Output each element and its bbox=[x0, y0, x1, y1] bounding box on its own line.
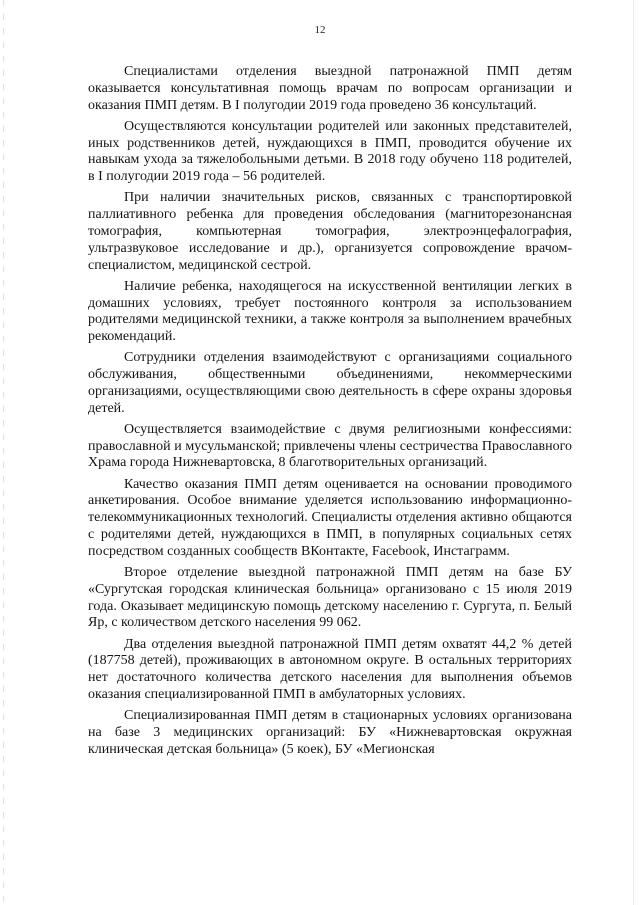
paragraph-transport-escort: При наличии значительных рисков, связанных с транспортировкой паллиативного ребенка для проведения обследования (магниторезонансная томография, компьютерная томография, электроэнцефалография, ультразвуковое исследование и др.), организуется сопровождение врачом-специалистом, медицинской сестрой. bbox=[88, 190, 572, 273]
paragraph-quality-assessment: Качество оказания ПМП детям оценивается на основании проводимого анкетирования. Особое внимание уделяется использованию информационно-телекоммуникационных технологий. Специалисты отделения активно общаются с родителями детей, нуждающихся в ПМП, в популярных социальных сетях посредством созданных сообществ ВКонтакте, Facebook, Инстаграмм. bbox=[88, 476, 572, 559]
paragraph-coverage: Два отделения выездной патронажной ПМП детям охватят 44,2 % детей (187758 детей), проживающих в автономном округе. В остальных территориях нет достаточного количества детского населения для выполнения объемов оказания специализированной ПМП в амбулаторных условиях. bbox=[88, 636, 572, 703]
paragraph-ventilation-control: Наличие ребенка, находящегося на искусственной вентиляции легких в домашних условиях, требует постоянного контроля за использованием родителями медицинской техники, а также контроля за выполнением врачебных рекомендаций. bbox=[88, 278, 572, 345]
scan-left-edge bbox=[3, 0, 4, 905]
paragraph-parent-training: Осуществляются консультации родителей или законных представителей, иных родственников детей, нуждающихся в ПМП, проводится обучение их навыкам ухода за тяжелобольными детьми. В 2018 году обучено 118 родителей, в I полугодии 2019 года – 56 родителей. bbox=[88, 118, 572, 185]
document-body bbox=[88, 64, 572, 759]
paragraph-second-department: Второе отделение выездной патронажной ПМП детям на базе БУ «Сургутская городская клиническая больница» организовано с 15 июля 2019 года. Оказывает медицинскую помощь детскому населению г. Сургута, п. Белый Яр, с количеством детского населения 99 062. bbox=[88, 565, 572, 631]
paragraph-religious-cooperation: Осуществляется взаимодействие с двумя религиозными конфессиями: православной и мусульманской; привлечены члены сестричества Православного Храма города Нижневартовска, 8 благотворительных организаций. bbox=[88, 421, 572, 471]
paragraph-consultations: Специалистами отделения выездной патронажной ПМП детям оказывается консультативная помощь врачам по вопросам организации и оказания ПМП детям. В I полугодии 2019 года проведено 36 консультаций. bbox=[88, 64, 572, 113]
paragraph-inpatient-care: Специализированная ПМП детям в стационарных условиях организована на базе 3 медицинских организаций: БУ «Нижневартовская окружная клиническая детская больница» (5 коек), БУ «Мегионская bbox=[88, 708, 572, 757]
page-number: 12 bbox=[314, 24, 326, 36]
scan-right-edge bbox=[633, 0, 634, 905]
paragraph-social-cooperation: Сотрудники отделения взаимодействуют с организациями социального обслуживания, общественными объединениями, некоммерческими организациями, осуществляющими свою деятельность в сфере охраны здоровья детей. bbox=[88, 350, 572, 416]
